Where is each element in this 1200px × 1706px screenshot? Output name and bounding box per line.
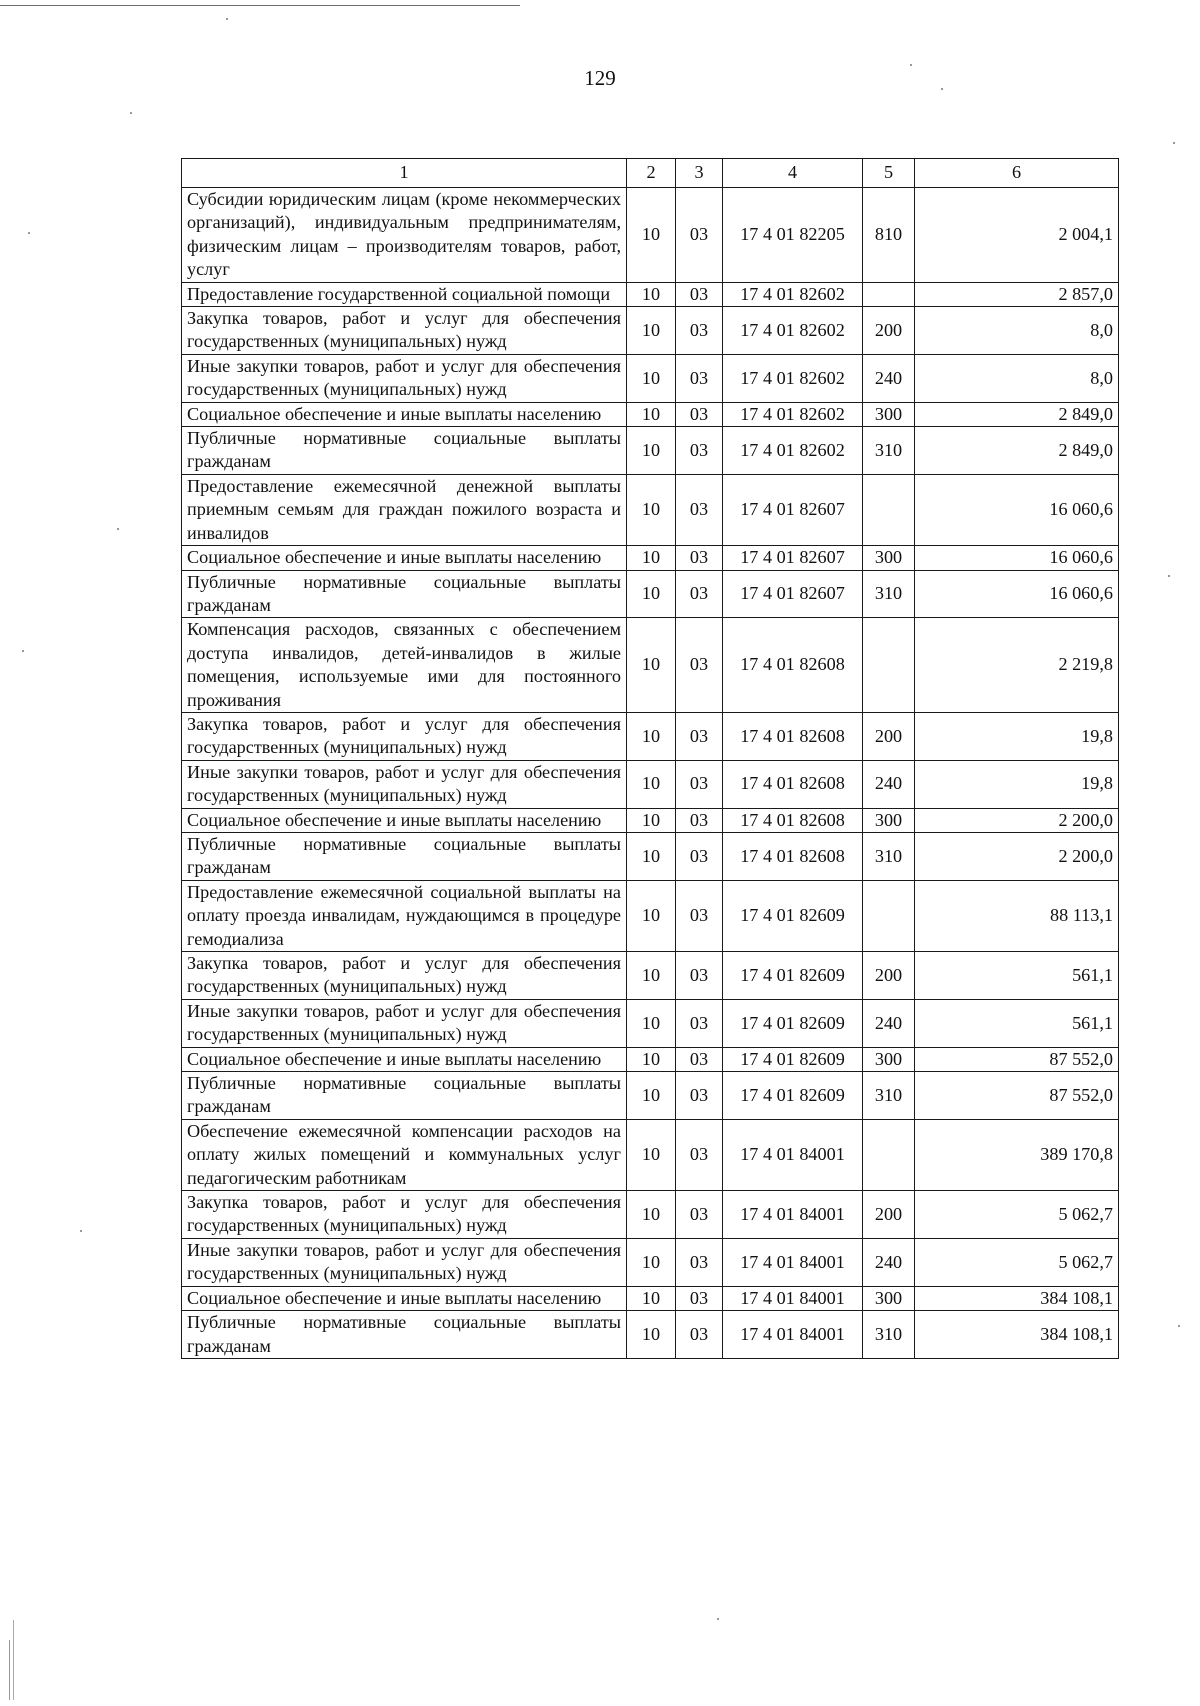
cell-target-article: 17 4 01 82602 xyxy=(723,354,863,402)
cell-expense-type: 240 xyxy=(863,760,915,808)
cell-section: 10 xyxy=(627,880,676,951)
cell-amount: 5 062,7 xyxy=(915,1238,1119,1286)
cell-subsection: 03 xyxy=(676,712,723,760)
cell-subsection: 03 xyxy=(676,188,723,283)
header-col-4: 4 xyxy=(723,159,863,188)
cell-subsection: 03 xyxy=(676,618,723,713)
cell-item-name: Публичные нормативные социальные выплаты гражданам xyxy=(182,427,627,475)
cell-expense-type xyxy=(863,282,915,306)
cell-item-name: Предоставление ежемесячной социальной выплаты на оплату проезда инвалидам, нуждающимся в процедуре гемодиализа xyxy=(182,880,627,951)
cell-subsection: 03 xyxy=(676,1238,723,1286)
cell-section: 10 xyxy=(627,546,676,570)
cell-subsection: 03 xyxy=(676,808,723,832)
cell-expense-type: 310 xyxy=(863,427,915,475)
cell-subsection: 03 xyxy=(676,307,723,355)
cell-amount: 19,8 xyxy=(915,760,1119,808)
cell-section: 10 xyxy=(627,402,676,426)
cell-expense-type: 240 xyxy=(863,1238,915,1286)
page-number: 129 xyxy=(584,66,616,90)
cell-expense-type: 240 xyxy=(863,354,915,402)
header-col-1: 1 xyxy=(182,159,627,188)
cell-target-article: 17 4 01 82602 xyxy=(723,307,863,355)
budget-table xyxy=(181,158,1119,1359)
cell-amount: 2 849,0 xyxy=(915,402,1119,426)
cell-section: 10 xyxy=(627,1191,676,1239)
cell-amount: 19,8 xyxy=(915,712,1119,760)
cell-item-name: Иные закупки товаров, работ и услуг для обеспечения государственных (муниципальных) нужд xyxy=(182,354,627,402)
table-row xyxy=(182,188,1119,283)
cell-section: 10 xyxy=(627,1119,676,1190)
cell-subsection: 03 xyxy=(676,354,723,402)
table-row xyxy=(182,354,1119,402)
table-row xyxy=(182,1119,1119,1190)
cell-item-name: Социальное обеспечение и иные выплаты населению xyxy=(182,1286,627,1310)
table-row xyxy=(182,952,1119,1000)
cell-section: 10 xyxy=(627,188,676,283)
cell-item-name: Предоставление ежемесячной денежной выплаты приемным семьям для граждан пожилого возраста и инвалидов xyxy=(182,474,627,545)
cell-target-article: 17 4 01 82608 xyxy=(723,832,863,880)
cell-item-name: Закупка товаров, работ и услуг для обеспечения государственных (муниципальных) нужд xyxy=(182,952,627,1000)
cell-subsection: 03 xyxy=(676,952,723,1000)
cell-section: 10 xyxy=(627,712,676,760)
cell-section: 10 xyxy=(627,760,676,808)
table-row xyxy=(182,402,1119,426)
cell-section: 10 xyxy=(627,307,676,355)
cell-target-article: 17 4 01 82607 xyxy=(723,546,863,570)
cell-item-name: Публичные нормативные социальные выплаты гражданам xyxy=(182,570,627,618)
cell-target-article: 17 4 01 82609 xyxy=(723,1047,863,1071)
table-row xyxy=(182,832,1119,880)
table-row xyxy=(182,618,1119,713)
cell-expense-type: 310 xyxy=(863,570,915,618)
cell-section: 10 xyxy=(627,1286,676,1310)
cell-item-name: Предоставление государственной социальной помощи xyxy=(182,282,627,306)
table-row xyxy=(182,1238,1119,1286)
cell-target-article: 17 4 01 82609 xyxy=(723,880,863,951)
cell-target-article: 17 4 01 82607 xyxy=(723,570,863,618)
cell-subsection: 03 xyxy=(676,1286,723,1310)
cell-expense-type: 300 xyxy=(863,1286,915,1310)
cell-item-name: Обеспечение ежемесячной компенсации расходов на оплату жилых помещений и коммунальных услуг педагогическим работникам xyxy=(182,1119,627,1190)
header-col-2: 2 xyxy=(627,159,676,188)
cell-target-article: 17 4 01 82608 xyxy=(723,760,863,808)
cell-target-article: 17 4 01 84001 xyxy=(723,1238,863,1286)
cell-target-article: 17 4 01 84001 xyxy=(723,1311,863,1359)
table-row xyxy=(182,712,1119,760)
cell-item-name: Компенсация расходов, связанных с обеспечением доступа инвалидов, детей-инвалидов в жилые помещения, используемые ими для постоянного проживания xyxy=(182,618,627,713)
scan-top-rule xyxy=(0,5,520,6)
cell-section: 10 xyxy=(627,952,676,1000)
cell-amount: 2 004,1 xyxy=(915,188,1119,283)
cell-target-article: 17 4 01 82602 xyxy=(723,427,863,475)
cell-section: 10 xyxy=(627,282,676,306)
cell-item-name: Закупка товаров, работ и услуг для обеспечения государственных (муниципальных) нужд xyxy=(182,1191,627,1239)
cell-item-name: Социальное обеспечение и иные выплаты населению xyxy=(182,1047,627,1071)
cell-amount: 8,0 xyxy=(915,307,1119,355)
cell-item-name: Закупка товаров, работ и услуг для обеспечения государственных (муниципальных) нужд xyxy=(182,712,627,760)
cell-section: 10 xyxy=(627,1311,676,1359)
cell-amount: 16 060,6 xyxy=(915,570,1119,618)
cell-amount: 87 552,0 xyxy=(915,1072,1119,1120)
cell-item-name: Иные закупки товаров, работ и услуг для обеспечения государственных (муниципальных) нужд xyxy=(182,760,627,808)
cell-expense-type xyxy=(863,1119,915,1190)
cell-expense-type: 300 xyxy=(863,546,915,570)
cell-section: 10 xyxy=(627,354,676,402)
cell-subsection: 03 xyxy=(676,282,723,306)
cell-amount: 87 552,0 xyxy=(915,1047,1119,1071)
cell-subsection: 03 xyxy=(676,474,723,545)
cell-amount: 389 170,8 xyxy=(915,1119,1119,1190)
cell-subsection: 03 xyxy=(676,760,723,808)
cell-expense-type: 200 xyxy=(863,712,915,760)
cell-item-name: Закупка товаров, работ и услуг для обеспечения государственных (муниципальных) нужд xyxy=(182,307,627,355)
cell-section: 10 xyxy=(627,832,676,880)
cell-target-article: 17 4 01 82609 xyxy=(723,1072,863,1120)
cell-amount: 2 219,8 xyxy=(915,618,1119,713)
table-row xyxy=(182,808,1119,832)
table-header xyxy=(182,159,1119,188)
table-row xyxy=(182,427,1119,475)
table-body xyxy=(182,188,1119,1359)
table-row xyxy=(182,474,1119,545)
cell-amount: 384 108,1 xyxy=(915,1286,1119,1310)
cell-target-article: 17 4 01 82609 xyxy=(723,999,863,1047)
cell-subsection: 03 xyxy=(676,427,723,475)
cell-section: 10 xyxy=(627,999,676,1047)
cell-item-name: Иные закупки товаров, работ и услуг для обеспечения государственных (муниципальных) нужд xyxy=(182,1238,627,1286)
cell-amount: 5 062,7 xyxy=(915,1191,1119,1239)
cell-amount: 2 200,0 xyxy=(915,808,1119,832)
cell-item-name: Социальное обеспечение и иные выплаты населению xyxy=(182,808,627,832)
cell-subsection: 03 xyxy=(676,1311,723,1359)
cell-section: 10 xyxy=(627,1238,676,1286)
cell-section: 10 xyxy=(627,474,676,545)
cell-target-article: 17 4 01 84001 xyxy=(723,1119,863,1190)
cell-subsection: 03 xyxy=(676,1072,723,1120)
cell-target-article: 17 4 01 84001 xyxy=(723,1191,863,1239)
cell-amount: 2 857,0 xyxy=(915,282,1119,306)
cell-item-name: Субсидии юридическим лицам (кроме некоммерческих организаций), индивидуальным предпринимателям, физическим лицам – производителям товаров, работ, услуг xyxy=(182,188,627,283)
cell-item-name: Публичные нормативные социальные выплаты гражданам xyxy=(182,1072,627,1120)
cell-subsection: 03 xyxy=(676,1191,723,1239)
cell-expense-type: 310 xyxy=(863,1072,915,1120)
cell-target-article: 17 4 01 82608 xyxy=(723,712,863,760)
cell-expense-type: 240 xyxy=(863,999,915,1047)
cell-expense-type xyxy=(863,618,915,713)
cell-target-article: 17 4 01 82608 xyxy=(723,808,863,832)
cell-section: 10 xyxy=(627,618,676,713)
cell-expense-type: 310 xyxy=(863,832,915,880)
cell-expense-type: 200 xyxy=(863,307,915,355)
table-row xyxy=(182,307,1119,355)
table-row xyxy=(182,570,1119,618)
cell-amount: 16 060,6 xyxy=(915,546,1119,570)
table-row xyxy=(182,880,1119,951)
cell-item-name: Публичные нормативные социальные выплаты гражданам xyxy=(182,1311,627,1359)
cell-target-article: 17 4 01 82602 xyxy=(723,402,863,426)
cell-amount: 561,1 xyxy=(915,999,1119,1047)
cell-target-article: 17 4 01 82602 xyxy=(723,282,863,306)
cell-item-name: Социальное обеспечение и иные выплаты населению xyxy=(182,402,627,426)
cell-amount: 16 060,6 xyxy=(915,474,1119,545)
cell-expense-type: 200 xyxy=(863,952,915,1000)
cell-target-article: 17 4 01 82607 xyxy=(723,474,863,545)
table-row xyxy=(182,1191,1119,1239)
cell-amount: 384 108,1 xyxy=(915,1311,1119,1359)
cell-amount: 561,1 xyxy=(915,952,1119,1000)
cell-expense-type xyxy=(863,880,915,951)
cell-section: 10 xyxy=(627,808,676,832)
table-row xyxy=(182,1311,1119,1359)
cell-target-article: 17 4 01 82608 xyxy=(723,618,863,713)
table-row xyxy=(182,1286,1119,1310)
cell-section: 10 xyxy=(627,427,676,475)
cell-section: 10 xyxy=(627,570,676,618)
cell-item-name: Социальное обеспечение и иные выплаты населению xyxy=(182,546,627,570)
cell-expense-type xyxy=(863,474,915,545)
table-row xyxy=(182,1047,1119,1071)
header-col-3: 3 xyxy=(676,159,723,188)
cell-expense-type: 310 xyxy=(863,1311,915,1359)
header-col-6: 6 xyxy=(915,159,1119,188)
cell-amount: 2 200,0 xyxy=(915,832,1119,880)
cell-item-name: Иные закупки товаров, работ и услуг для обеспечения государственных (муниципальных) нужд xyxy=(182,999,627,1047)
cell-subsection: 03 xyxy=(676,832,723,880)
cell-section: 10 xyxy=(627,1072,676,1120)
table-row xyxy=(182,1072,1119,1120)
cell-subsection: 03 xyxy=(676,546,723,570)
cell-subsection: 03 xyxy=(676,880,723,951)
cell-target-article: 17 4 01 82205 xyxy=(723,188,863,283)
table-row xyxy=(182,760,1119,808)
cell-expense-type: 300 xyxy=(863,402,915,426)
table-row xyxy=(182,546,1119,570)
table-row xyxy=(182,999,1119,1047)
cell-expense-type: 300 xyxy=(863,1047,915,1071)
cell-expense-type: 200 xyxy=(863,1191,915,1239)
header-col-5: 5 xyxy=(863,159,915,188)
cell-amount: 2 849,0 xyxy=(915,427,1119,475)
cell-section: 10 xyxy=(627,1047,676,1071)
table-row xyxy=(182,282,1119,306)
cell-subsection: 03 xyxy=(676,402,723,426)
cell-subsection: 03 xyxy=(676,1119,723,1190)
cell-target-article: 17 4 01 82609 xyxy=(723,952,863,1000)
cell-subsection: 03 xyxy=(676,1047,723,1071)
cell-expense-type: 810 xyxy=(863,188,915,283)
cell-amount: 8,0 xyxy=(915,354,1119,402)
cell-target-article: 17 4 01 84001 xyxy=(723,1286,863,1310)
cell-subsection: 03 xyxy=(676,999,723,1047)
cell-expense-type: 300 xyxy=(863,808,915,832)
cell-item-name: Публичные нормативные социальные выплаты гражданам xyxy=(182,832,627,880)
cell-subsection: 03 xyxy=(676,570,723,618)
header-row xyxy=(182,159,1119,188)
cell-amount: 88 113,1 xyxy=(915,880,1119,951)
